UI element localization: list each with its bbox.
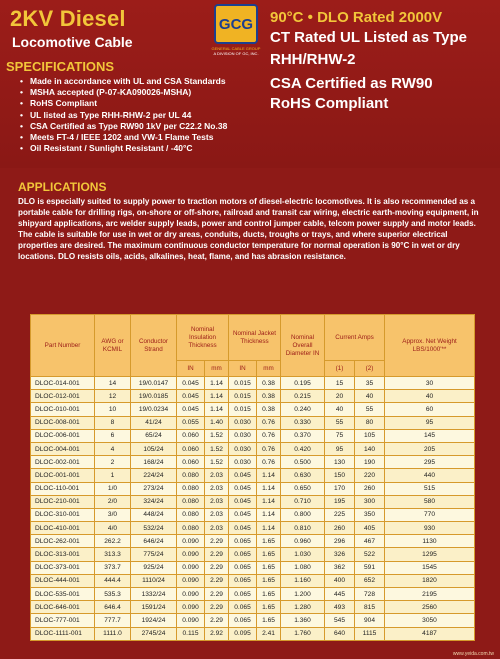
table-cell: 775/24: [131, 548, 177, 561]
table-cell: 0.095: [229, 627, 257, 640]
table-row: [31, 588, 475, 601]
table-row: [31, 522, 475, 535]
table-cell: 925/24: [131, 561, 177, 574]
table-cell: DLOC-010-001: [31, 403, 95, 416]
table-cell: DLOC-262-001: [31, 535, 95, 548]
table-cell: 532/24: [131, 522, 177, 535]
table-cell: 2.29: [205, 561, 229, 574]
applications-heading: APPLICATIONS: [18, 180, 107, 194]
table-cell: 0.045: [229, 495, 257, 508]
table-cell: 362: [325, 561, 355, 574]
table-cell: 0.800: [281, 508, 325, 521]
table-cell: DLOC-535-001: [31, 588, 95, 601]
table-cell: 2.03: [205, 522, 229, 535]
table-cell: 2.29: [205, 574, 229, 587]
table-cell: 140: [355, 442, 385, 455]
spec-item: • Made in accordance with UL and CSA Standards: [20, 76, 290, 87]
table-cell: 2195: [385, 588, 475, 601]
table-cell: 65/24: [131, 429, 177, 442]
table-cell: 1.280: [281, 601, 325, 614]
table-cell: 0.630: [281, 469, 325, 482]
logo-caption: GENERAL CABLE GROUP: [211, 46, 261, 51]
product-subtitle: Locomotive Cable: [12, 34, 133, 50]
table-cell: 0.015: [229, 377, 257, 390]
table-cell: 1/0: [95, 482, 131, 495]
header-ins-in: IN: [177, 361, 205, 377]
header-amps: Current Amps: [325, 315, 385, 361]
table-row: [31, 614, 475, 627]
header-weight: Approx. Net Weight LBS/1000'**: [385, 315, 475, 377]
table-cell: 1545: [385, 561, 475, 574]
table-row: [31, 416, 475, 429]
table-row: [31, 535, 475, 548]
header-jkt-mm: mm: [257, 361, 281, 377]
table-cell: 1591/24: [131, 601, 177, 614]
table-cell: 0.090: [177, 601, 205, 614]
table-cell: 0.76: [257, 429, 281, 442]
table-cell: 2: [95, 456, 131, 469]
header-jacket: Nominal Jacket Thickness: [229, 315, 281, 361]
specs-table: [30, 314, 474, 641]
table-row: [31, 429, 475, 442]
table-cell: 0.240: [281, 403, 325, 416]
logo-text: GCG: [218, 15, 254, 33]
table-cell: 440: [385, 469, 475, 482]
table-cell: 0.055: [177, 416, 205, 429]
table-cell: 0.090: [177, 535, 205, 548]
table-cell: 20: [325, 390, 355, 403]
table-cell: 3050: [385, 614, 475, 627]
table-cell: 0.015: [229, 390, 257, 403]
header-diameter: Nominal Overall Diameter IN: [281, 315, 325, 377]
table-cell: DLOC-001-001: [31, 469, 95, 482]
header-awg: AWG or KCMIL: [95, 315, 131, 377]
table-cell: 0.080: [177, 495, 205, 508]
table-cell: 95: [385, 416, 475, 429]
table-cell: 190: [355, 456, 385, 469]
table-cell: 493: [325, 601, 355, 614]
table-cell: 0.090: [177, 614, 205, 627]
table-cell: 260: [355, 482, 385, 495]
claim-ul-listed: CT Rated UL Listed as Type: [270, 29, 467, 46]
table-row: [31, 561, 475, 574]
table-cell: 326: [325, 548, 355, 561]
spec-item: • Oil Resistant / Sunlight Resistant / -40°C: [20, 143, 290, 154]
table-cell: 2560: [385, 601, 475, 614]
table-cell: 1110/24: [131, 574, 177, 587]
product-title: 2KV Diesel: [10, 6, 126, 31]
table-row: [31, 495, 475, 508]
table-row: [31, 508, 475, 521]
table-cell: 0.060: [177, 429, 205, 442]
table-cell: 0.090: [177, 574, 205, 587]
table-row: [31, 456, 475, 469]
table-cell: 19/0.0147: [131, 377, 177, 390]
table-row: [31, 469, 475, 482]
table-cell: 1.40: [205, 416, 229, 429]
table-cell: 0.080: [177, 482, 205, 495]
table-cell: 10: [95, 403, 131, 416]
table-cell: DLOC-006-001: [31, 429, 95, 442]
table-cell: 60: [385, 403, 475, 416]
table-cell: 0.065: [229, 535, 257, 548]
ratings-claims: [270, 8, 498, 114]
header-amp-1: (1): [325, 361, 355, 377]
table-cell: 0.38: [257, 403, 281, 416]
table-row: [31, 574, 475, 587]
spec-item: • MSHA accepted (P-07-KA090026-MSHA): [20, 87, 290, 98]
table-cell: 324/24: [131, 495, 177, 508]
table-cell: 0.115: [177, 627, 205, 640]
table-cell: 1.200: [281, 588, 325, 601]
table-cell: 1.65: [257, 588, 281, 601]
table-cell: 8: [95, 416, 131, 429]
table-cell: 1.65: [257, 574, 281, 587]
table-cell: 1: [95, 469, 131, 482]
table-cell: DLOC-110-001: [31, 482, 95, 495]
table-cell: 295: [385, 456, 475, 469]
table-cell: 150: [325, 469, 355, 482]
table-cell: 0.500: [281, 456, 325, 469]
table-cell: DLOC-008-001: [31, 416, 95, 429]
table-cell: 1.65: [257, 601, 281, 614]
header-insulation: Nominal Insulation Thickness: [177, 315, 229, 361]
table-cell: 0.090: [177, 561, 205, 574]
table-cell: 55: [355, 403, 385, 416]
table-cell: DLOC-1111-001: [31, 627, 95, 640]
specifications-heading: SPECIFICATIONS: [6, 59, 115, 74]
table-cell: 467: [355, 535, 385, 548]
table-cell: 580: [385, 495, 475, 508]
table-cell: 6: [95, 429, 131, 442]
header-amp-2: (2): [355, 361, 385, 377]
table-cell: 777.7: [95, 614, 131, 627]
table-cell: 2.03: [205, 469, 229, 482]
table-cell: 1111.0: [95, 627, 131, 640]
table-cell: 0.080: [177, 508, 205, 521]
footer-url: www.yeida.com.tw: [452, 651, 494, 657]
table-cell: 904: [355, 614, 385, 627]
table-cell: 0.215: [281, 390, 325, 403]
table-cell: 1.080: [281, 561, 325, 574]
table-cell: 0.195: [281, 377, 325, 390]
table-row: [31, 627, 475, 640]
table-cell: 770: [385, 508, 475, 521]
table-cell: 1115: [355, 627, 385, 640]
table-cell: 313.3: [95, 548, 131, 561]
table-cell: 205: [385, 442, 475, 455]
table-cell: 640: [325, 627, 355, 640]
table-cell: 300: [355, 495, 385, 508]
table-cell: 224/24: [131, 469, 177, 482]
table-cell: 448/24: [131, 508, 177, 521]
table-cell: 40: [385, 390, 475, 403]
table-cell: 2.29: [205, 601, 229, 614]
header-part-number: Part Number: [31, 315, 95, 377]
table-cell: 0.330: [281, 416, 325, 429]
table-cell: 2.03: [205, 495, 229, 508]
table-cell: 260: [325, 522, 355, 535]
table-cell: 0.76: [257, 442, 281, 455]
table-cell: 2.92: [205, 627, 229, 640]
table-cell: DLOC-373-001: [31, 561, 95, 574]
table-cell: 105: [355, 429, 385, 442]
table-cell: 30: [385, 377, 475, 390]
table-cell: 0.065: [229, 574, 257, 587]
table-cell: 195: [325, 495, 355, 508]
table-cell: DLOC-777-001: [31, 614, 95, 627]
table-cell: 75: [325, 429, 355, 442]
table-cell: 0.76: [257, 416, 281, 429]
table-cell: 1.14: [205, 403, 229, 416]
table-cell: 4: [95, 442, 131, 455]
specifications-list: [20, 76, 290, 154]
applications-text: DLO is especially suited to supply power to traction motors of diesel-electric locomotives. It is also recommended as a portable cable for drilling rigs, on-shore or off-shore, railroad and transit car wiring, electric earth-moving equipment, in shipyard applications, arc welder supply leads, power and control jumper cable, telcom power supply and motor leads. The cable is suitable for use in wet or dry areas, conduits, ducts, troughs or trays, and where superior electrical properties are desired. The maximum continuous conductor temperature for normal operation is 90°C in wet or dry locations. DLO resists oils, acids, alkalines, heat, flame, and has abrasion resistance.: [18, 197, 479, 261]
table-cell: DLOC-444-001: [31, 574, 95, 587]
table-cell: 168/24: [131, 456, 177, 469]
table-cell: 0.065: [229, 588, 257, 601]
table-cell: 0.060: [177, 442, 205, 455]
table-cell: 0.065: [229, 548, 257, 561]
table-cell: 1295: [385, 548, 475, 561]
table-cell: 2.41: [257, 627, 281, 640]
table-cell: 145: [385, 429, 475, 442]
table-cell: 2.29: [205, 614, 229, 627]
table-cell: 0.38: [257, 377, 281, 390]
table-cell: 0.045: [177, 377, 205, 390]
table-cell: 296: [325, 535, 355, 548]
table-cell: 545: [325, 614, 355, 627]
table-cell: DLOC-002-001: [31, 456, 95, 469]
table-cell: 0.030: [229, 442, 257, 455]
table-cell: 400: [325, 574, 355, 587]
table-row: [31, 390, 475, 403]
table-cell: 2.03: [205, 508, 229, 521]
table-cell: 0.090: [177, 588, 205, 601]
table-cell: 1.14: [257, 469, 281, 482]
spec-item: • Meets FT-4 / IEEE 1202 and VW-1 Flame Tests: [20, 132, 290, 143]
table-cell: 646.4: [95, 601, 131, 614]
header-ins-mm: mm: [205, 361, 229, 377]
table-cell: DLOC-646-001: [31, 601, 95, 614]
table-cell: 0.420: [281, 442, 325, 455]
claim-rating: 90°C • DLO Rated 2000V: [270, 9, 443, 26]
table-cell: 0.38: [257, 390, 281, 403]
table-cell: 1.14: [205, 390, 229, 403]
spec-item: • CSA Certified as Type RW90 1kV per C22.2 No.38: [20, 121, 290, 132]
table-cell: 225: [325, 508, 355, 521]
table-cell: 652: [355, 574, 385, 587]
table-cell: 2/0: [95, 495, 131, 508]
table-cell: 1.52: [205, 429, 229, 442]
table-cell: DLOC-410-001: [31, 522, 95, 535]
table-cell: 170: [325, 482, 355, 495]
table-row: [31, 403, 475, 416]
table-cell: 0.080: [177, 469, 205, 482]
table-cell: 0.650: [281, 482, 325, 495]
table-cell: 0.045: [177, 403, 205, 416]
spec-item: • UL listed as Type RHH-RHW-2 per UL 44: [20, 110, 290, 121]
claim-csa: CSA Certified as RW90: [270, 75, 433, 92]
table-cell: 15: [325, 377, 355, 390]
spec-item: • RoHS Compliant: [20, 98, 290, 109]
table-cell: 0.045: [229, 522, 257, 535]
table-cell: 262.2: [95, 535, 131, 548]
table-cell: 0.080: [177, 522, 205, 535]
table-cell: 0.030: [229, 456, 257, 469]
table-cell: 4/0: [95, 522, 131, 535]
table-cell: 0.065: [229, 561, 257, 574]
table-cell: 0.045: [229, 482, 257, 495]
table-cell: 1924/24: [131, 614, 177, 627]
table-cell: 1130: [385, 535, 475, 548]
table-cell: 19/0.0185: [131, 390, 177, 403]
table-cell: 0.065: [229, 614, 257, 627]
table-cell: 105/24: [131, 442, 177, 455]
table-cell: 1.52: [205, 456, 229, 469]
table-cell: 522: [355, 548, 385, 561]
table-cell: DLOC-004-001: [31, 442, 95, 455]
table-cell: 0.045: [229, 508, 257, 521]
table-row: [31, 548, 475, 561]
table-cell: 19/0.0234: [131, 403, 177, 416]
logo-subcaption: A DIVISION OF GC, INC.: [213, 51, 259, 56]
table-cell: 1.14: [257, 495, 281, 508]
table-cell: 4187: [385, 627, 475, 640]
table-cell: 0.030: [229, 416, 257, 429]
table-body: [31, 377, 475, 641]
table-cell: DLOC-014-001: [31, 377, 95, 390]
table-cell: 350: [355, 508, 385, 521]
table-cell: 2.29: [205, 548, 229, 561]
table-cell: 40: [325, 403, 355, 416]
table-cell: 1.14: [205, 377, 229, 390]
table-cell: 373.7: [95, 561, 131, 574]
table-cell: 0.960: [281, 535, 325, 548]
table-cell: 1.14: [257, 508, 281, 521]
table-cell: 0.065: [229, 601, 257, 614]
table-cell: 14: [95, 377, 131, 390]
table-cell: 2.29: [205, 588, 229, 601]
header-jkt-in: IN: [229, 361, 257, 377]
table-row: [31, 482, 475, 495]
table-cell: DLOC-310-001: [31, 508, 95, 521]
table-cell: 1.65: [257, 548, 281, 561]
table-cell: 35: [355, 377, 385, 390]
logo-badge: [214, 4, 258, 44]
table-cell: 2.29: [205, 535, 229, 548]
table-cell: 515: [385, 482, 475, 495]
table-cell: 12: [95, 390, 131, 403]
table-cell: 1.760: [281, 627, 325, 640]
table-cell: 815: [355, 601, 385, 614]
table-cell: 1.14: [257, 522, 281, 535]
table-cell: 444.4: [95, 574, 131, 587]
table-cell: 2.03: [205, 482, 229, 495]
table-row: [31, 601, 475, 614]
table-cell: 405: [355, 522, 385, 535]
table-cell: 130: [325, 456, 355, 469]
table-cell: 0.810: [281, 522, 325, 535]
table-cell: 1.030: [281, 548, 325, 561]
table-cell: 3/0: [95, 508, 131, 521]
table-cell: 2745/24: [131, 627, 177, 640]
table-cell: 0.370: [281, 429, 325, 442]
table-cell: 0.090: [177, 548, 205, 561]
company-logo: [206, 4, 266, 66]
table-cell: 1.14: [257, 482, 281, 495]
table-cell: 0.045: [177, 390, 205, 403]
table-cell: 273/24: [131, 482, 177, 495]
table-cell: DLOC-313-001: [31, 548, 95, 561]
table-cell: 728: [355, 588, 385, 601]
table-cell: 55: [325, 416, 355, 429]
table-cell: 80: [355, 416, 385, 429]
table-cell: 1.360: [281, 614, 325, 627]
table-cell: 1.52: [205, 442, 229, 455]
table-cell: 0.710: [281, 495, 325, 508]
table-cell: 0.030: [229, 429, 257, 442]
table-cell: 1332/24: [131, 588, 177, 601]
claim-type: RHH/RHW-2: [270, 51, 356, 68]
table-cell: 40: [355, 390, 385, 403]
table-cell: 220: [355, 469, 385, 482]
header-conductor: Conductor Strand: [131, 315, 177, 377]
table-cell: 95: [325, 442, 355, 455]
table-cell: 0.015: [229, 403, 257, 416]
table-row: [31, 377, 475, 390]
claim-rohs: RoHS Compliant: [270, 95, 389, 112]
table-cell: 0.045: [229, 469, 257, 482]
table-cell: 1.65: [257, 614, 281, 627]
table-cell: DLOC-012-001: [31, 390, 95, 403]
table-cell: 445: [325, 588, 355, 601]
table-cell: 646/24: [131, 535, 177, 548]
table-cell: 535.3: [95, 588, 131, 601]
table-cell: 1.65: [257, 535, 281, 548]
table-cell: 1.160: [281, 574, 325, 587]
table-row: [31, 442, 475, 455]
table-cell: 1.65: [257, 561, 281, 574]
table-cell: DLOC-210-001: [31, 495, 95, 508]
table-cell: 1820: [385, 574, 475, 587]
table-cell: 591: [355, 561, 385, 574]
table-cell: 930: [385, 522, 475, 535]
table-cell: 41/24: [131, 416, 177, 429]
table-cell: 0.76: [257, 456, 281, 469]
table-cell: 0.060: [177, 456, 205, 469]
